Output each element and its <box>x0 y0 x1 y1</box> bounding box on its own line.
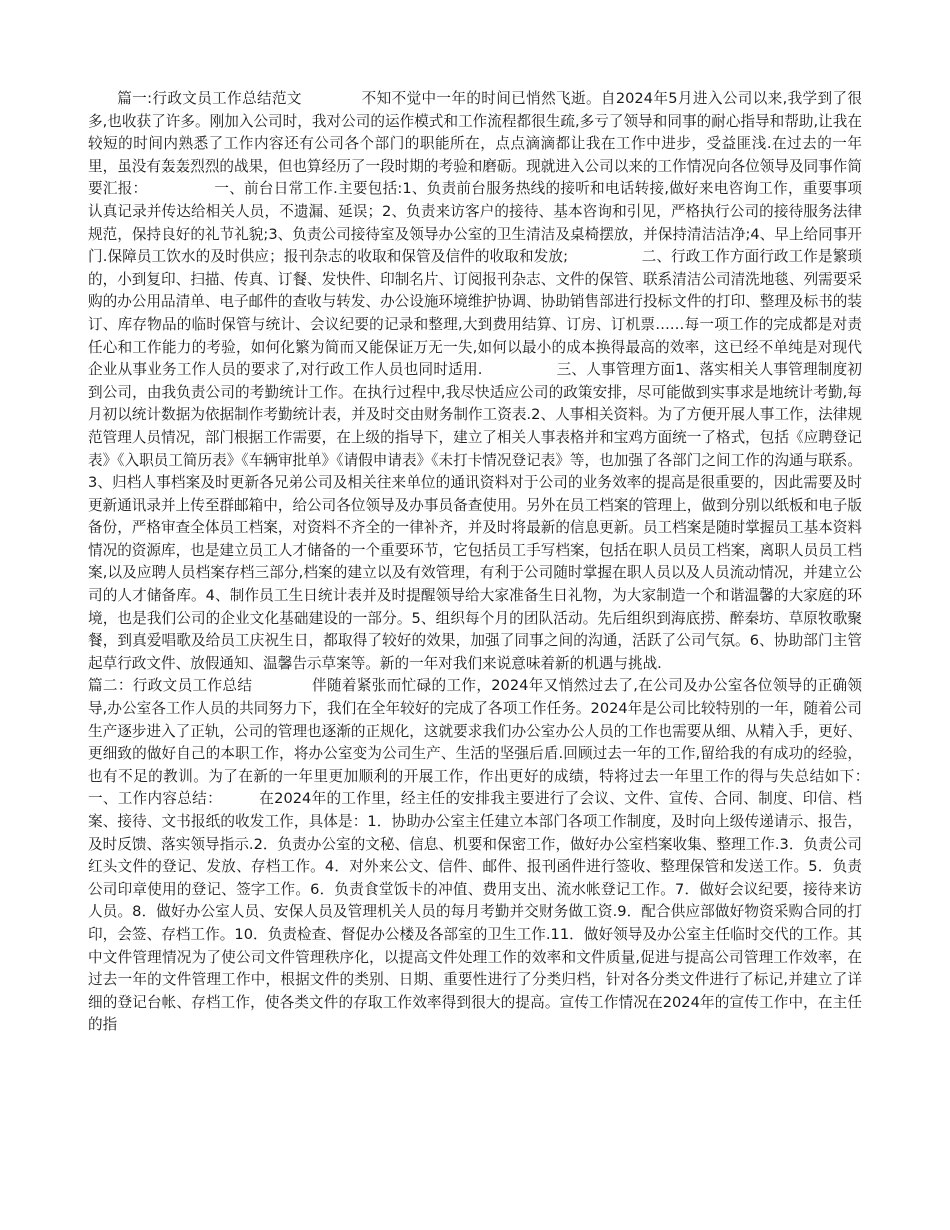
document-body <box>88 88 935 1037</box>
paragraph-article-two: 篇二：行政文员工作总结 伴随着紧张而忙碌的工作，2024年又悄然过去了,在公司及办公室各位领导的正确领导,办公室各工作人员的共同努力下，我们在全年较好的完成了各项工作任务。2024年是公司比较特别的一年，随着公司生产逐步进入了正轨，公司的管理也逐渐的正规化，这就要求我们办公室办公人员的工作也需要从细、从精入手，更好、更细致的做好自己的本职工作，将办公室变为公司生产、生活的坚强后盾.回顾过去一年的工作,留给我的有成功的经验，也有不足的教训。为了在新的一年里更加顺利的开展工作，作出更好的成绩，特将过去一年里工作的得与失总结如下： 一、工作内容总结： 在2024年的工作里，经主任的安排我主要进行了会议、文件、宣传、合同、制度、印信、档案、接待、文书报纸的收发工作，具体是：1．协助办公室主任建立本部门各项工作制度，及时向上级传递请示、报告，及时反馈、落实领导指示.2．负责办公室的文秘、信息、机要和保密工作，做好办公室档案收集、整理工作.3．负责公司红头文件的登记、发放、存档工作。4．对外来公文、信件、邮件、报刊函件进行签收、整理保管和发送工作。5．负责公司印章使用的登记、签字工作。6．负责食堂饭卡的冲值、费用支出、流水帐登记工作。7．做好会议纪要，接待来访人员。8．做好办公室人员、安保人员及管理机关人员的每月考勤并交财务做工资.9．配合供应部做好物资采购合同的打印，会签、存档工作。10．负责检查、督促办公楼及各部室的卫生工作.11．做好领导及办公室主任临时交代的工作。其中文件管理情况为了使公司文件管理秩序化，以提高文件处理工作的效率和文件质量,促进与提高公司管理工作效率，在过去一年的文件管理工作中，根据文件的类别、日期、重要性进行了分类归档，针对各分类文件进行了标记,并建立了详细的登记台帐、存档工作，使各类文件的存取工作效率得到很大的提高。宣传工作情况在2024年的宣传工作中，在主任的指 <box>88 677 935 1034</box>
paragraph-article-one: 篇一:行政文员工作总结范文 不知不觉中一年的时间已悄然飞逝。自2024年5月进入公司以来,我学到了很多,也收获了许多。刚加入公司时，我对公司的运作模式和工作流程都很生疏,多亏了领导和同事的耐心指导和帮助,让我在较短的时间内熟悉了工作内容还有公司各个部门的职能所在，点点滴滴都让我在工作中进步，受益匪浅.在过去的一年里，虽没有轰轰烈烈的战果，但也算经历了一段时期的考验和磨砺。现就进入公司以来的工作情况向各位领导及同事作简要汇报： 一、前台日常工作.主要包括:1、负责前台服务热线的接听和电话转接,做好来电咨询工作，重要事项认真记录并传达给相关人员，不遗漏、延误；2、负责来访客户的接待、基本咨询和引见，严格执行公司的接待服务法律规范，保持良好的礼节礼貌;3、负责公司接待室及领导办公室的卫生清洁及桌椅摆放，并保持清洁洁净;4、早上给同事开门.保障员工饮水的及时供应；报刊杂志的收取和保管及信件的收取和发放; 二、行政工作方面行政工作是繁琐的，小到复印、扫描、传真、订餐、发快件、印制名片、订阅报刊杂志、文件的保管、联系清洁公司清洗地毯、列需要采购的办公用品清单、电子邮件的查收与转发、办公设施环境维护协调、协助销售部进行投标文件的打印、整理及标书的装订、库存物品的临时保管与统计、会议纪要的记录和整理,大到费用结算、订房、订机票……每一项工作的完成都是对责任心和工作能力的考验，如何化繁为简而又能保证万无一失,如何以最小的成本换得最高的效率，这已经不单纯是对现代企业从事业务工作人员的要求了,对行政工作人员也同时适用. 三、人事管理方面1、落实相关人事管理制度初到公司，由我负责公司的考勤统计工作。在执行过程中,我尽快适应公司的政策安排，尽可能做到实事求是地统计考勤,每月初以统计数据为依据制作考勤统计表，并及时交由财务制作工资表.2、人事相关资料。为了方便开展人事工作，法律规范管理人员情况，部门根据工作需要，在上级的指导下，建立了相关人事表格并和宝鸡方面统一了格式，包括《应聘登记表》《入职员工简历表》《车辆审批单》《请假申请表》《未打卡情况登记表》等，也加强了各部门之间工作的沟通与联系。3、归档人事档案及时更新各兄弟公司及相关往来单位的通讯资料对于公司的业务效率的提高是很重要的，因此需要及时更新通讯录并上传至群邮箱中，给公司各位领导及办事员备查使用。另外在员工档案的管理上，做到分别以纸板和电子版备份，严格审查全体员工档案，对资料不齐全的一律补齐，并及时将最新的信息更新。员工档案是随时掌握员工基本资料情况的资源库，也是建立员工人才储备的一个重要环节，它包括员工手写档案，包括在职人员员工档案，离职人员员工档案,以及应聘人员档案存档三部分,档案的建立以及有效管理，有利于公司随时掌握在职人员以及人员流动情况，并建立公司的人才储备库。4、制作员工生日统计表并及时提醒领导给大家准备生日礼物，为大家制造一个和谐温馨的大家庭的环境，也是我们公司的企业文化基础建设的一部分。5、组织每个月的团队活动。先后组织到海底捞、醉秦坊、草原牧歌聚餐，到真爱唱歌及给员工庆祝生日，都取得了较好的效果，加强了同事之间的沟通，活跃了公司气氛。6、协助部门主管起草行政文件、放假通知、温馨告示草案等。新的一年对我们来说意味着新的机遇与挑战. <box>88 90 862 672</box>
